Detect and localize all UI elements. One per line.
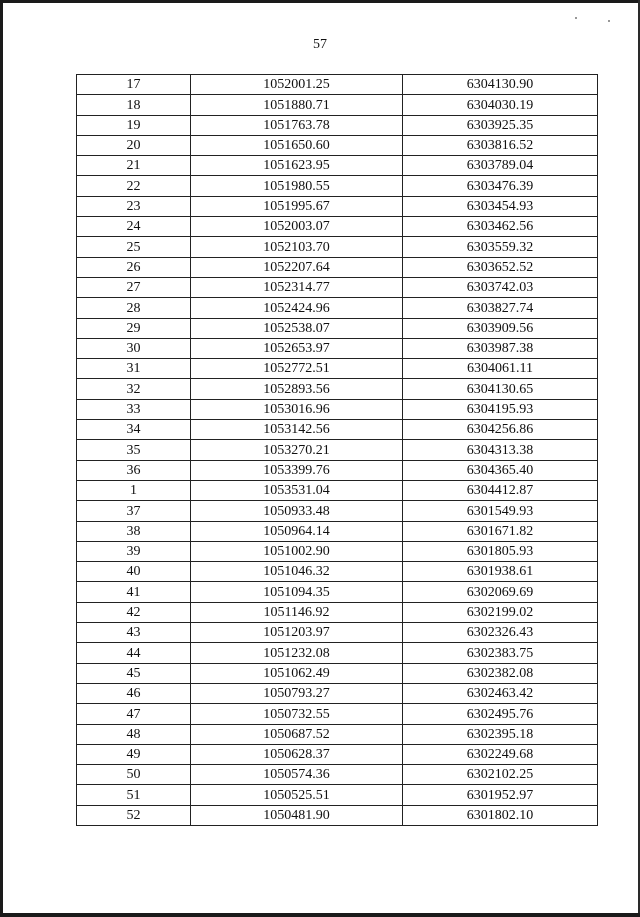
x-coordinate-cell: 1051232.08 [191,643,403,663]
x-coordinate-cell: 1050933.48 [191,501,403,521]
point-number-cell: 24 [77,217,191,237]
x-coordinate-cell: 1052772.51 [191,359,403,379]
table-row [77,217,598,237]
x-coordinate-cell: 1053531.04 [191,480,403,500]
coordinates-table [76,74,598,826]
x-coordinate-cell: 1050732.55 [191,704,403,724]
table-row [77,176,598,196]
x-coordinate-cell: 1050964.14 [191,521,403,541]
x-coordinate-cell: 1050687.52 [191,724,403,744]
x-coordinate-cell: 1053016.96 [191,399,403,419]
y-coordinate-cell: 6304313.38 [403,440,598,460]
table-row [77,683,598,703]
point-number-cell: 17 [77,75,191,95]
point-number-cell: 42 [77,602,191,622]
table-row [77,277,598,297]
table-row [77,237,598,257]
y-coordinate-cell: 6302069.69 [403,582,598,602]
table-row [77,765,598,785]
y-coordinate-cell: 6302382.08 [403,663,598,683]
table-row [77,379,598,399]
point-number-cell: 28 [77,298,191,318]
point-number-cell: 22 [77,176,191,196]
table-row [77,460,598,480]
scan-border-top [0,0,640,3]
point-number-cell: 45 [77,663,191,683]
y-coordinate-cell: 6304130.90 [403,75,598,95]
y-coordinate-cell: 6302249.68 [403,744,598,764]
point-number-cell: 38 [77,521,191,541]
table-row [77,663,598,683]
point-number-cell: 33 [77,399,191,419]
y-coordinate-cell: 6304256.86 [403,420,598,440]
table-row [77,399,598,419]
y-coordinate-cell: 6304030.19 [403,95,598,115]
x-coordinate-cell: 1051763.78 [191,115,403,135]
point-number-cell: 43 [77,623,191,643]
y-coordinate-cell: 6302495.76 [403,704,598,724]
point-number-cell: 49 [77,744,191,764]
x-coordinate-cell: 1052207.64 [191,257,403,277]
point-number-cell: 51 [77,785,191,805]
x-coordinate-cell: 1052893.56 [191,379,403,399]
x-coordinate-cell: 1053142.56 [191,420,403,440]
y-coordinate-cell: 6303909.56 [403,318,598,338]
x-coordinate-cell: 1052314.77 [191,277,403,297]
x-coordinate-cell: 1052424.96 [191,298,403,318]
x-coordinate-cell: 1051995.67 [191,196,403,216]
table-row [77,156,598,176]
table-row [77,298,598,318]
point-number-cell: 40 [77,562,191,582]
point-number-cell: 48 [77,724,191,744]
y-coordinate-cell: 6302395.18 [403,724,598,744]
table-row [77,582,598,602]
y-coordinate-cell: 6303789.04 [403,156,598,176]
point-number-cell: 37 [77,501,191,521]
x-coordinate-cell: 1051002.90 [191,541,403,561]
y-coordinate-cell: 6301938.61 [403,562,598,582]
point-number-cell: 41 [77,582,191,602]
x-coordinate-cell: 1051880.71 [191,95,403,115]
point-number-cell: 52 [77,805,191,825]
y-coordinate-cell: 6303652.52 [403,257,598,277]
y-coordinate-cell: 6304412.87 [403,480,598,500]
y-coordinate-cell: 6302383.75 [403,643,598,663]
point-number-cell: 35 [77,440,191,460]
x-coordinate-cell: 1050525.51 [191,785,403,805]
x-coordinate-cell: 1050793.27 [191,683,403,703]
table-row [77,257,598,277]
x-coordinate-cell: 1051062.49 [191,663,403,683]
table-row [77,440,598,460]
table-row [77,359,598,379]
table-row [77,704,598,724]
y-coordinate-cell: 6302199.02 [403,602,598,622]
x-coordinate-cell: 1051650.60 [191,135,403,155]
table-row [77,115,598,135]
x-coordinate-cell: 1050481.90 [191,805,403,825]
y-coordinate-cell: 6303925.35 [403,115,598,135]
point-number-cell: 19 [77,115,191,135]
y-coordinate-cell: 6303816.52 [403,135,598,155]
point-number-cell: 25 [77,237,191,257]
point-number-cell: 18 [77,95,191,115]
table-row [77,521,598,541]
x-coordinate-cell: 1052001.25 [191,75,403,95]
x-coordinate-cell: 1051094.35 [191,582,403,602]
y-coordinate-cell: 6303476.39 [403,176,598,196]
x-coordinate-cell: 1052003.07 [191,217,403,237]
table-row [77,135,598,155]
point-number-cell: 31 [77,359,191,379]
scan-border-left [0,0,3,917]
point-number-cell: 47 [77,704,191,724]
table-row [77,75,598,95]
y-coordinate-cell: 6304365.40 [403,460,598,480]
point-number-cell: 32 [77,379,191,399]
scan-border-bottom [0,913,640,917]
table-row [77,338,598,358]
x-coordinate-cell: 1051980.55 [191,176,403,196]
table-row [77,318,598,338]
table-row [77,480,598,500]
table-row [77,420,598,440]
x-coordinate-cell: 1052653.97 [191,338,403,358]
scan-speck [575,17,577,19]
table-row [77,785,598,805]
table-row [77,643,598,663]
table-row [77,95,598,115]
y-coordinate-cell: 6301671.82 [403,521,598,541]
y-coordinate-cell: 6303454.93 [403,196,598,216]
x-coordinate-cell: 1051623.95 [191,156,403,176]
table-row [77,805,598,825]
table-row [77,623,598,643]
point-number-cell: 30 [77,338,191,358]
table-row [77,724,598,744]
y-coordinate-cell: 6303827.74 [403,298,598,318]
x-coordinate-cell: 1053399.76 [191,460,403,480]
y-coordinate-cell: 6301805.93 [403,541,598,561]
point-number-cell: 26 [77,257,191,277]
x-coordinate-cell: 1051203.97 [191,623,403,643]
x-coordinate-cell: 1051146.92 [191,602,403,622]
point-number-cell: 39 [77,541,191,561]
table-row [77,562,598,582]
y-coordinate-cell: 6304061.11 [403,359,598,379]
x-coordinate-cell: 1050628.37 [191,744,403,764]
table-row [77,541,598,561]
point-number-cell: 21 [77,156,191,176]
point-number-cell: 1 [77,480,191,500]
x-coordinate-cell: 1051046.32 [191,562,403,582]
x-coordinate-cell: 1050574.36 [191,765,403,785]
point-number-cell: 27 [77,277,191,297]
x-coordinate-cell: 1052538.07 [191,318,403,338]
point-number-cell: 20 [77,135,191,155]
point-number-cell: 29 [77,318,191,338]
table-row [77,196,598,216]
point-number-cell: 50 [77,765,191,785]
y-coordinate-cell: 6301952.97 [403,785,598,805]
point-number-cell: 46 [77,683,191,703]
table-row [77,602,598,622]
point-number-cell: 23 [77,196,191,216]
x-coordinate-cell: 1052103.70 [191,237,403,257]
table-row [77,501,598,521]
y-coordinate-cell: 6302326.43 [403,623,598,643]
x-coordinate-cell: 1053270.21 [191,440,403,460]
page-number: 57 [313,37,327,52]
y-coordinate-cell: 6302102.25 [403,765,598,785]
y-coordinate-cell: 6303462.56 [403,217,598,237]
point-number-cell: 34 [77,420,191,440]
table-row [77,744,598,764]
y-coordinate-cell: 6304195.93 [403,399,598,419]
y-coordinate-cell: 6304130.65 [403,379,598,399]
y-coordinate-cell: 6301549.93 [403,501,598,521]
point-number-cell: 44 [77,643,191,663]
y-coordinate-cell: 6301802.10 [403,805,598,825]
y-coordinate-cell: 6302463.42 [403,683,598,703]
scan-speck [608,20,610,22]
point-number-cell: 36 [77,460,191,480]
y-coordinate-cell: 6303987.38 [403,338,598,358]
y-coordinate-cell: 6303559.32 [403,237,598,257]
y-coordinate-cell: 6303742.03 [403,277,598,297]
coordinates-table-body [77,75,598,826]
